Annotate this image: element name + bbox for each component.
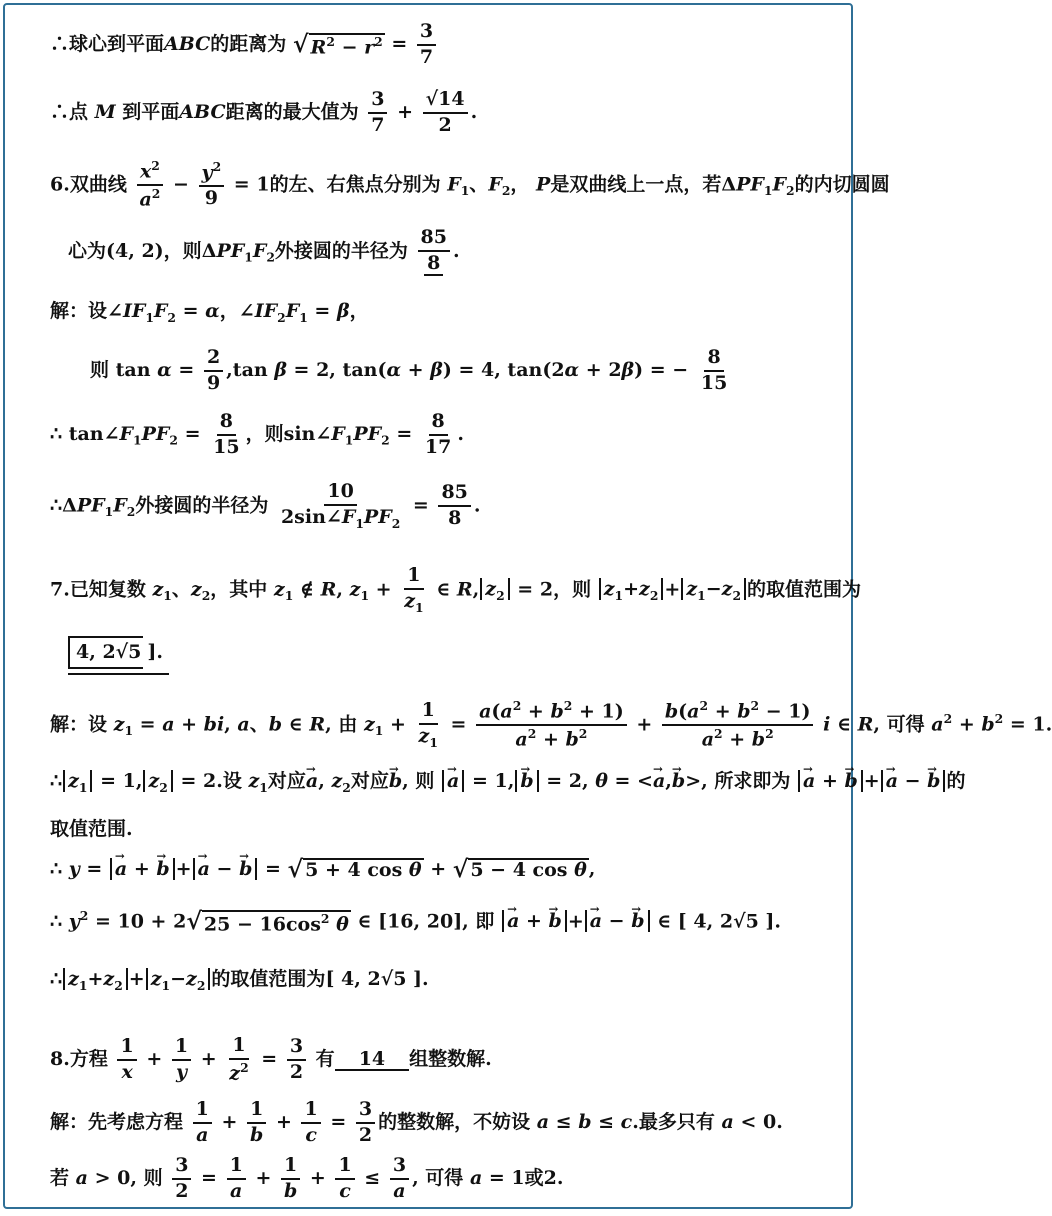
question-6-cont: 心为(4, 2)，则$\Delta PF_1F_2$外接圆的半径为 $\frac{85}{8}$ .	[68, 226, 460, 274]
solution-7-line-1: 解：设 $z_1 = a$ + bi, a、b ∈ R, 由 $z_1$ + $\frac{1}{z_1}$ = $\frac{a(a^2 + b^2 + 1)}{a^2 + b^2}$ + $\frac{b(a^2 + b^2 - 1)}{a^2 + b^2}$ i ∈ R, 可得 $a^2 + b^2 = 1$.	[50, 698, 1052, 751]
solution-7-line-3: 取值范围.	[50, 818, 133, 840]
solution-8-line-1: 解：先考虑方程 $\frac{1}{a}$ + $\frac{1}{b}$ + $\frac{1}{c}$ = $\frac{3}{2}$ 的整数解，不妨设 a ≤ b ≤ c.最多只有 a < 0.	[50, 1098, 783, 1146]
solution-7-line-4: ∴ y = → a + → b +→ a − → b = √ 5 + 4 cos θ + √ 5 − 4 cos θ ,	[50, 858, 595, 882]
solution-7-line-2: ∴ $z_1 = 1$, $z_2 = 2$.设 $z_1$对应→ a, $z_2$对应→ b, 则 → a = 1,→ b = 2, θ = <→ a,→ b>, 所求即为 → a + → b +→ a − → b 的	[50, 772, 965, 794]
solution-6-line-1: 解：设$\angle IF_1F_2 = \alpha$，$\angle IF_2F_1 = \beta$，	[50, 300, 369, 325]
solution-line-2: ∴点 M 到平面ABC距离的最大值为 $\frac{3}{7}$ + $\frac{√14}{2}$ .	[50, 88, 478, 136]
solution-7-line-6: ∴ $z_1+z_2 + z_1-z_2$ 的取值范围为[ 4, 2√5 ].	[50, 968, 429, 993]
solution-6-line-2: 则 tan α = $\frac{2}{9}$ ,tan β = 2, tan(α + β) = 4, tan(2α + 2β) = − $\frac{8}{15}$	[90, 346, 728, 394]
answer-7: 4, 2√5 ].	[68, 636, 169, 675]
answer-6: $\frac{85}{8}$	[418, 228, 450, 276]
question-7: 7.已知复数 $z_1$、$z_2$，其中 $z_1$ ∉ R, $z_1$ + $\frac{1}{z_1}$ ∈ R, $z_2 = 2$，则 $z_1+z_2 + z_1-z_2$ 的取值范围为	[50, 564, 862, 615]
question-8: 8.方程 $\frac{1}{x}$ + $\frac{1}{y}$ + $\frac{1}{z^2}$ = $\frac{3}{2}$ 有 14 组整数解.	[50, 1034, 492, 1085]
solution-line-1: ∴球心到平面ABC的距离为 √ $R^2 - r^2$ = $\frac{3}{7}$	[50, 22, 439, 68]
answer-8: 14	[335, 1050, 409, 1071]
solution-8-line-2: 若 a > 0, 则 $\frac{3}{2}$ = $\frac{1}{a}$ + $\frac{1}{b}$ + $\frac{1}{c}$ ≤ $\frac{3}{a}$ , 可得 a = 1或2.	[50, 1154, 564, 1202]
solution-6-line-4: $\therefore\Delta PF_1F_2$外接圆的半径为 $\frac{10}{2\sin\angle F_1PF_2}$ = $\frac{85}{8}$ .	[50, 480, 481, 531]
solution-6-line-3: ∴ $\tan\angle F_1PF_2$ = $\frac{8}{15}$ ，则$\sin\angle F_1PF_2$ = $\frac{8}{17}$ .	[50, 410, 464, 458]
solution-7-line-5: ∴ $y^2 = 10 + 2$ √ $25 - 16\cos^2$ θ ∈ [16, 20], 即 → a + → b +→ a − → b ∈ [ 4, 2√5 ].	[50, 910, 781, 934]
question-6: 6.双曲线 $\frac{x^2}{a^2}$ − $\frac{y^2}{9}$ = 1的左、右焦点分别为 $F_1$、$F_2$， P是双曲线上一点，若$\Delta PF_1F_2$的内切圆圆	[50, 158, 890, 211]
